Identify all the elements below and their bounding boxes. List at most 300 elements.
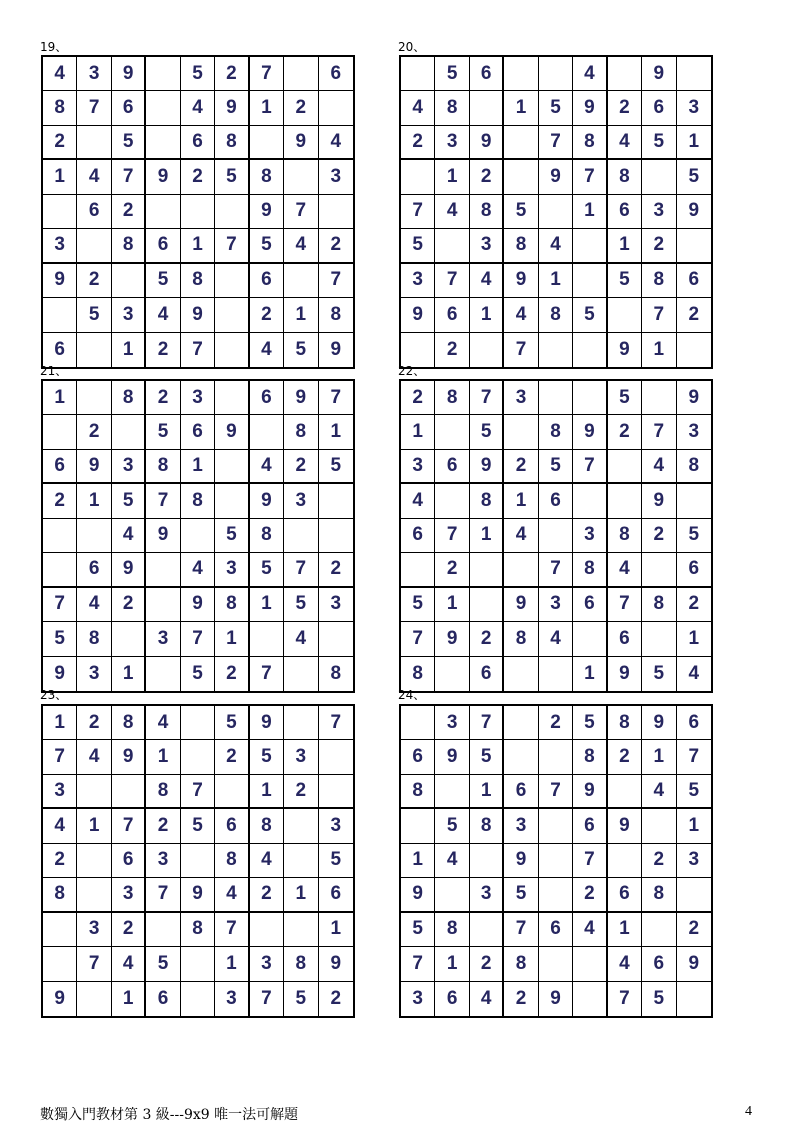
sudoku-cell [539,740,573,774]
sudoku-cell: 7 [642,415,676,449]
sudoku-cell: 6 [435,982,469,1016]
sudoku-cell: 2 [435,333,469,367]
sudoku-cell: 3 [470,229,504,263]
sudoku-cell: 5 [608,264,642,298]
sudoku-cell: 7 [435,519,469,553]
sudoku-cell: 8 [435,913,469,947]
sudoku-cell: 1 [43,381,77,415]
sudoku-cell: 5 [250,229,284,263]
sudoku-cell [573,381,607,415]
sudoku-cell [284,57,318,91]
sudoku-cell: 4 [539,229,573,263]
sudoku-cell: 2 [470,947,504,981]
sudoku-cell [215,298,249,332]
sudoku-cell: 1 [470,519,504,553]
sudoku-cell: 6 [504,775,538,809]
sudoku-cell: 3 [401,264,435,298]
sudoku-cell: 1 [77,484,111,518]
sudoku-cell: 5 [215,706,249,740]
sudoku-cell [181,844,215,878]
sudoku-cell: 4 [250,844,284,878]
sudoku-cell: 9 [504,264,538,298]
sudoku-cell: 9 [43,264,77,298]
sudoku-cell: 7 [319,381,353,415]
sudoku-cell: 8 [146,450,180,484]
sudoku-cell: 7 [43,740,77,774]
sudoku-cell [608,484,642,518]
sudoku-cell [112,264,146,298]
sudoku-cell: 7 [250,657,284,691]
sudoku-cell: 3 [284,484,318,518]
sudoku-cell [573,333,607,367]
sudoku-cell: 5 [112,484,146,518]
sudoku-cell: 3 [215,553,249,587]
sudoku-cell: 3 [319,809,353,843]
sudoku-cell [608,775,642,809]
sudoku-cell: 5 [642,982,676,1016]
sudoku-cell: 6 [77,195,111,229]
sudoku-cell: 5 [181,57,215,91]
sudoku-cell [284,706,318,740]
sudoku-cell: 2 [642,519,676,553]
sudoku-cell: 9 [112,57,146,91]
sudoku-cell: 4 [146,706,180,740]
sudoku-cell: 7 [319,706,353,740]
sudoku-cell: 9 [330,338,342,360]
sudoku-cell [181,706,215,740]
sudoku-cell: 7 [504,913,538,947]
sudoku-cell: 1 [504,91,538,125]
sudoku-cell: 7 [146,484,180,518]
sudoku-cell [539,947,573,981]
sudoku-cell: 6 [573,588,607,622]
sudoku-cell: 4 [181,553,215,587]
sudoku-cell: 1 [470,775,504,809]
sudoku-cell: 6 [250,264,284,298]
sudoku-cell [284,160,318,194]
sudoku-cell: 4 [319,126,353,160]
sudoku-cell: 8 [642,264,676,298]
sudoku-cell: 6 [319,57,353,91]
sudoku-cell [401,553,435,587]
sudoku-cell [43,947,77,981]
sudoku-cell [573,264,607,298]
sudoku-cell [573,982,607,1016]
sudoku-cell: 9 [181,298,215,332]
sudoku-cell: 5 [608,381,642,415]
sudoku-cell [181,982,215,1016]
sudoku-cell [504,706,538,740]
sudoku-cell: 1 [319,913,353,947]
sudoku-cell: 1 [401,844,435,878]
footer-title: 數獨入門教材第 3 級---9x9 唯一法可解題 [40,1107,299,1123]
sudoku-cell: 1 [215,947,249,981]
sudoku-cell [642,160,676,194]
sudoku-cell: 8 [77,622,111,656]
sudoku-cell: 8 [181,484,215,518]
sudoku-cell [43,553,77,587]
sudoku-cell: 1 [181,229,215,263]
sudoku-cell: 1 [215,622,249,656]
sudoku-cell: 2 [215,657,249,691]
sudoku-cell: 3 [401,450,435,484]
sudoku-cell: 2 [642,844,676,878]
sudoku-cell [642,809,676,843]
sudoku-cell [77,333,111,367]
sudoku-cell [284,519,318,553]
sudoku-cell: 4 [43,57,77,91]
sudoku-cell: 9 [146,160,180,194]
sudoku-cell: 2 [43,484,77,518]
sudoku-cell: 2 [608,415,642,449]
sudoku-cell: 4 [181,91,215,125]
sudoku-cell: 9 [43,657,77,691]
sudoku-cell [146,588,180,622]
sudoku-cell [250,913,284,947]
sudoku-cell [250,622,284,656]
sudoku-cell: 1 [181,450,215,484]
sudoku-cell: 1 [642,740,676,774]
sudoku-cell: 2 [677,913,711,947]
sudoku-cell: 2 [77,264,111,298]
sudoku-cell: 2 [504,450,538,484]
sudoku-cell: 1 [677,809,711,843]
sudoku-cell [250,126,284,160]
sudoku-grid-19 [41,55,355,369]
sudoku-cell: 2 [330,987,342,1009]
sudoku-cell: 5 [181,657,215,691]
sudoku-cell: 8 [181,913,215,947]
sudoku-cell [677,57,711,91]
sudoku-cell: 1 [250,775,284,809]
sudoku-cell: 4 [539,622,573,656]
sudoku-cell: 6 [677,553,711,587]
sudoku-cell: 1 [435,588,469,622]
sudoku-cell: 7 [146,878,180,912]
sudoku-cell: 8 [504,622,538,656]
sudoku-cell: 1 [504,484,538,518]
sudoku-cell: 7 [573,450,607,484]
sudoku-cell [573,622,607,656]
sudoku-cell: 3 [181,381,215,415]
sudoku-cell [539,878,573,912]
sudoku-cell: 9 [608,657,642,691]
sudoku-cell: 8 [470,809,504,843]
sudoku-cell: 8 [112,229,146,263]
sudoku-cell: 8 [43,878,77,912]
sudoku-cell [146,91,180,125]
sudoku-cell: 6 [401,519,435,553]
sudoku-cell: 7 [77,947,111,981]
sudoku-cell [642,553,676,587]
sudoku-cell: 9 [504,588,538,622]
sudoku-cell: 7 [215,229,249,263]
sudoku-cell: 1 [77,809,111,843]
sudoku-cell: 8 [112,381,146,415]
sudoku-cell [77,381,111,415]
sudoku-cell: 4 [688,662,700,684]
sudoku-cell: 2 [573,878,607,912]
sudoku-cell: 2 [112,588,146,622]
sudoku-cell: 9 [112,553,146,587]
sudoku-cell [677,333,711,367]
sudoku-cell: 6 [539,913,573,947]
sudoku-cell: 9 [677,947,711,981]
sudoku-cell: 4 [470,264,504,298]
sudoku-cell: 2 [146,809,180,843]
sudoku-cell: 2 [146,333,180,367]
sudoku-cell: 6 [146,982,180,1016]
sudoku-cell: 7 [539,126,573,160]
sudoku-cell [43,415,77,449]
sudoku-cell: 8 [284,415,318,449]
sudoku-cell: 7 [539,553,573,587]
sudoku-cell [608,298,642,332]
sudoku-cell: 2 [319,553,353,587]
sudoku-cell [504,57,538,91]
sudoku-cell: 3 [319,160,353,194]
sudoku-cell: 3 [504,381,538,415]
sudoku-cell: 1 [43,706,77,740]
sudoku-cell [539,57,573,91]
sudoku-cell: 5 [215,160,249,194]
sudoku-cell: 6 [112,844,146,878]
sudoku-cell: 4 [112,519,146,553]
sudoku-cell: 4 [573,57,607,91]
sudoku-cell: 2 [677,298,711,332]
sudoku-cell: 8 [215,844,249,878]
sudoku-cell [215,333,249,367]
sudoku-cell [146,195,180,229]
sudoku-cell [215,264,249,298]
sudoku-cell [573,229,607,263]
sudoku-cell: 9 [250,706,284,740]
sudoku-cell [146,553,180,587]
sudoku-cell: 3 [504,809,538,843]
sudoku-cell: 3 [435,706,469,740]
sudoku-cell: 3 [43,775,77,809]
sudoku-cell: 8 [215,588,249,622]
sudoku-cell [43,913,77,947]
sudoku-cell: 5 [504,878,538,912]
sudoku-cell: 3 [112,450,146,484]
sudoku-cell: 3 [146,844,180,878]
sudoku-cell: 3 [250,947,284,981]
sudoku-cell: 9 [401,298,435,332]
sudoku-cell: 2 [435,553,469,587]
sudoku-cell: 4 [608,947,642,981]
sudoku-cell: 6 [215,809,249,843]
sudoku-cell [112,622,146,656]
sudoku-cell: 5 [573,298,607,332]
sudoku-cell [77,229,111,263]
sudoku-cell [401,333,435,367]
sudoku-cell: 2 [319,229,353,263]
sudoku-cell: 3 [642,195,676,229]
sudoku-cell [470,913,504,947]
puzzle-label-24: 24、 [398,688,426,702]
sudoku-cell [77,982,111,1016]
sudoku-cell [250,415,284,449]
sudoku-cell [435,657,469,691]
sudoku-cell [401,160,435,194]
sudoku-cell: 3 [319,588,353,622]
sudoku-cell [504,126,538,160]
sudoku-cell: 4 [470,982,504,1016]
sudoku-cell: 1 [250,588,284,622]
sudoku-cell: 8 [504,947,538,981]
sudoku-cell: 8 [573,740,607,774]
sudoku-cell: 7 [112,809,146,843]
sudoku-cell: 6 [401,740,435,774]
sudoku-grid-24 [399,704,713,1018]
sudoku-cell: 8 [319,298,353,332]
sudoku-cell: 9 [573,775,607,809]
sudoku-cell: 1 [43,160,77,194]
sudoku-cell [539,381,573,415]
sudoku-cell: 7 [504,333,538,367]
puzzle-label-21: 21、 [40,364,68,378]
sudoku-cell: 1 [677,126,711,160]
sudoku-cell [608,450,642,484]
sudoku-cell: 2 [215,740,249,774]
sudoku-cell: 6 [677,264,711,298]
sudoku-cell [77,519,111,553]
sudoku-cell [284,264,318,298]
sudoku-cell: 7 [573,844,607,878]
sudoku-cell: 9 [250,484,284,518]
sudoku-cell: 8 [43,91,77,125]
sudoku-cell: 1 [608,913,642,947]
sudoku-cell: 2 [470,160,504,194]
sudoku-cell: 7 [470,381,504,415]
sudoku-cell: 1 [284,878,318,912]
sudoku-cell: 9 [401,878,435,912]
sudoku-cell: 6 [112,91,146,125]
sudoku-cell: 9 [284,381,318,415]
sudoku-cell: 9 [112,740,146,774]
sudoku-cell: 8 [642,588,676,622]
sudoku-cell: 7 [401,947,435,981]
sudoku-cell [77,126,111,160]
sudoku-cell: 3 [573,519,607,553]
sudoku-cell [470,844,504,878]
sudoku-cell: 2 [112,195,146,229]
sudoku-cell: 8 [642,878,676,912]
sudoku-cell: 4 [284,229,318,263]
sudoku-cell: 8 [181,264,215,298]
sudoku-cell: 6 [43,333,77,367]
sudoku-cell: 6 [319,878,353,912]
sudoku-cell [43,519,77,553]
sudoku-cell [43,195,77,229]
sudoku-cell: 7 [642,298,676,332]
sudoku-cell: 2 [642,229,676,263]
sudoku-cell: 5 [146,947,180,981]
sudoku-cell: 7 [608,982,642,1016]
sudoku-cell: 7 [112,160,146,194]
sudoku-cell: 3 [77,913,111,947]
sudoku-cell: 9 [43,982,77,1016]
sudoku-cell [504,160,538,194]
sudoku-cell: 8 [608,160,642,194]
sudoku-cell: 4 [112,947,146,981]
sudoku-cell: 7 [250,57,284,91]
sudoku-cell [319,484,353,518]
sudoku-cell: 9 [470,126,504,160]
sudoku-cell: 1 [573,195,607,229]
sudoku-cell: 5 [539,91,573,125]
sudoku-cell: 1 [319,415,353,449]
sudoku-cell [284,657,318,691]
sudoku-cell: 2 [215,57,249,91]
sudoku-cell [43,298,77,332]
sudoku-cell: 7 [608,588,642,622]
sudoku-cell: 8 [504,229,538,263]
sudoku-cell: 5 [642,126,676,160]
sudoku-cell: 5 [215,519,249,553]
sudoku-cell: 3 [112,298,146,332]
sudoku-cell [642,913,676,947]
sudoku-cell: 5 [539,450,573,484]
sudoku-cell: 7 [401,622,435,656]
sudoku-cell: 7 [470,706,504,740]
sudoku-cell: 3 [215,982,249,1016]
sudoku-cell [319,91,353,125]
sudoku-cell: 9 [215,415,249,449]
sudoku-cell [77,844,111,878]
sudoku-cell: 1 [608,229,642,263]
sudoku-cell: 3 [470,878,504,912]
sudoku-cell: 2 [250,298,284,332]
sudoku-cell [435,775,469,809]
sudoku-cell: 1 [539,264,573,298]
sudoku-cell [539,195,573,229]
sudoku-cell: 5 [401,588,435,622]
sudoku-cell [181,195,215,229]
sudoku-cell: 9 [146,519,180,553]
sudoku-cell: 2 [250,878,284,912]
sudoku-cell: 7 [677,740,711,774]
sudoku-cell: 4 [608,553,642,587]
sudoku-cell: 5 [677,160,711,194]
sudoku-cell: 9 [642,706,676,740]
sudoku-cell: 2 [284,91,318,125]
sudoku-cell: 8 [539,298,573,332]
sudoku-cell [677,229,711,263]
sudoku-cell: 6 [470,657,504,691]
sudoku-cell [77,775,111,809]
sudoku-cell: 6 [181,126,215,160]
sudoku-cell: 7 [284,553,318,587]
sudoku-cell: 9 [504,844,538,878]
sudoku-cell [470,91,504,125]
sudoku-cell: 7 [181,333,215,367]
sudoku-cell: 5 [250,740,284,774]
sudoku-cell: 3 [401,982,435,1016]
sudoku-cell [677,484,711,518]
sudoku-cell: 2 [608,740,642,774]
sudoku-cell: 6 [642,91,676,125]
sudoku-cell: 2 [146,381,180,415]
sudoku-cell [146,913,180,947]
sudoku-cell [181,519,215,553]
sudoku-cell [146,657,180,691]
sudoku-cell: 1 [284,298,318,332]
sudoku-cell: 5 [181,809,215,843]
sudoku-cell: 3 [539,588,573,622]
sudoku-cell [539,657,573,691]
